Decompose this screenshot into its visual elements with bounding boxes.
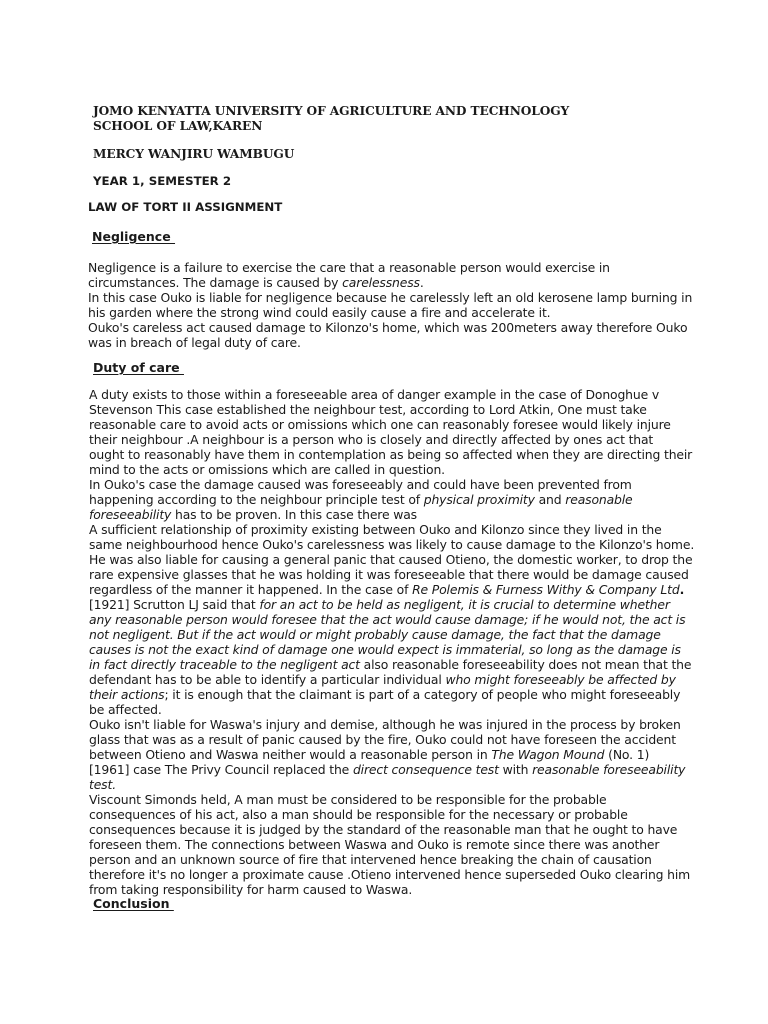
text-line: his garden where the strong wind could easily cause a fire and accelerate it. — [88, 305, 551, 320]
text-line: their neighbour .A neighbour is a person who is closely and directly affected by ones act that — [89, 432, 654, 447]
text-line: be affected. — [89, 702, 162, 717]
text-line: was in breach of legal duty of care. — [88, 335, 301, 350]
text-line: circumstances. The damage is caused by carelessness. — [88, 275, 424, 290]
text-line: rare expensive glasses that he was holding it was foreseeable that there would be damage caused — [89, 567, 689, 582]
text-line: same neighbourhood hence Ouko's carelessness was likely to cause damage to the Kilonzo's home. — [89, 537, 695, 552]
text-line: foreseen them. The connections between Waswa and Ouko is remote since there was another — [89, 837, 660, 852]
text-line: glass that was as a result of panic caused by the fire, Ouko could not have foreseen the accident — [89, 732, 676, 747]
text-line: mind to the acts or omissions which are called in question. — [89, 462, 445, 477]
duty-of-care-paragraph — [89, 387, 694, 897]
text-line: In this case Ouko is liable for negligence because he carelessly left an old kerosene lamp burning in — [88, 290, 693, 305]
student-name: MERCY WANJIRU WAMBUGU — [93, 147, 295, 161]
text-line: causes is not the exact kind of damage one would expect is immaterial, so long as the damage is — [89, 642, 681, 657]
school-name: SCHOOL OF LAW,KAREN — [93, 119, 263, 133]
text-line: foreseeability has to be proven. In this case there was — [89, 507, 417, 522]
university-name: JOMO KENYATTA UNIVERSITY OF AGRICULTURE AND TECHNOLOGY — [93, 104, 570, 118]
text-line: their actions; it is enough that the claimant is part of a category of people who might foreseeably — [89, 687, 681, 702]
text-line: [1961] case The Privy Council replaced the direct consequence test with reasonable foreseeability — [89, 762, 686, 777]
text-line: In Ouko's case the damage caused was foreseeably and could have been prevented from — [89, 477, 632, 492]
text-line: in fact directly traceable to the negligent act also reasonable foreseeability does not mean that the — [89, 657, 692, 672]
text-line: any reasonable person would foresee that the act would cause damage; if he would not, the act is — [89, 612, 686, 627]
text-line: Viscount Simonds held, A man must be considered to be responsible for the probable — [89, 792, 607, 807]
text-line: happening according to the neighbour principle test of physical proximity and reasonable — [89, 492, 633, 507]
text-line: Negligence is a failure to exercise the care that a reasonable person would exercise in — [88, 260, 610, 275]
text-line: ought to reasonably have them in contemplation as being so affected when they are directing their — [89, 447, 693, 462]
duty-of-care-heading: Duty of care — [93, 360, 184, 375]
conclusion-heading: Conclusion — [93, 896, 174, 911]
year-semester: YEAR 1, SEMESTER 2 — [93, 174, 232, 188]
text-line: reasonable care to avoid acts or omissions which one can reasonably foresee would likely injure — [89, 417, 671, 432]
negligence-paragraph — [88, 260, 692, 350]
text-line: Ouko's careless act caused damage to Kilonzo's home, which was 200meters away therefore Ouko — [88, 320, 688, 335]
negligence-heading: Negligence — [92, 229, 176, 244]
text-line: Stevenson This case established the neighbour test, according to Lord Atkin, One must take — [89, 402, 647, 417]
text-line: consequences because it is judged by the standard of the reasonable man that he ought to have — [89, 822, 678, 837]
text-line: not negligent. But if the act would or might probably cause damage, the fact that the damage — [89, 627, 661, 642]
text-line: consequences of his act, also a man should be responsible for the necessary or probable — [89, 807, 628, 822]
text-line: therefore it's no longer a proximate cause .Otieno intervened hence superseded Ouko clearing him — [89, 867, 691, 882]
text-line: A duty exists to those within a foreseeable area of danger example in the case of Donoghue v — [89, 387, 660, 402]
text-line: between Otieno and Waswa neither would a reasonable person in The Wagon Mound (No. 1) — [89, 747, 650, 762]
assignment-title: LAW OF TORT II ASSIGNMENT — [88, 200, 283, 214]
text-line: from taking responsibility for harm caused to Waswa. — [89, 882, 413, 897]
text-line: regardless of the manner it happened. In the case of Re Polemis & Furness Withy & Company Ltd. — [89, 582, 685, 597]
text-line: Ouko isn't liable for Waswa's injury and demise, although he was injured in the process by broken — [89, 717, 681, 732]
text-line: He was also liable for causing a general panic that caused Otieno, the domestic worker, to drop the — [89, 552, 693, 567]
text-line: defendant has to be able to identify a particular individual who might foreseeably be affected by — [89, 672, 676, 687]
text-line: person and an unknown source of fire that intervened hence breaking the chain of causation — [89, 852, 652, 867]
text-line: test. — [89, 777, 116, 792]
text-line: A sufficient relationship of proximity existing between Ouko and Kilonzo since they lived in the — [89, 522, 662, 537]
text-line: [1921] Scrutton LJ said that for an act to be held as negligent, it is crucial to determine whether — [89, 597, 670, 612]
